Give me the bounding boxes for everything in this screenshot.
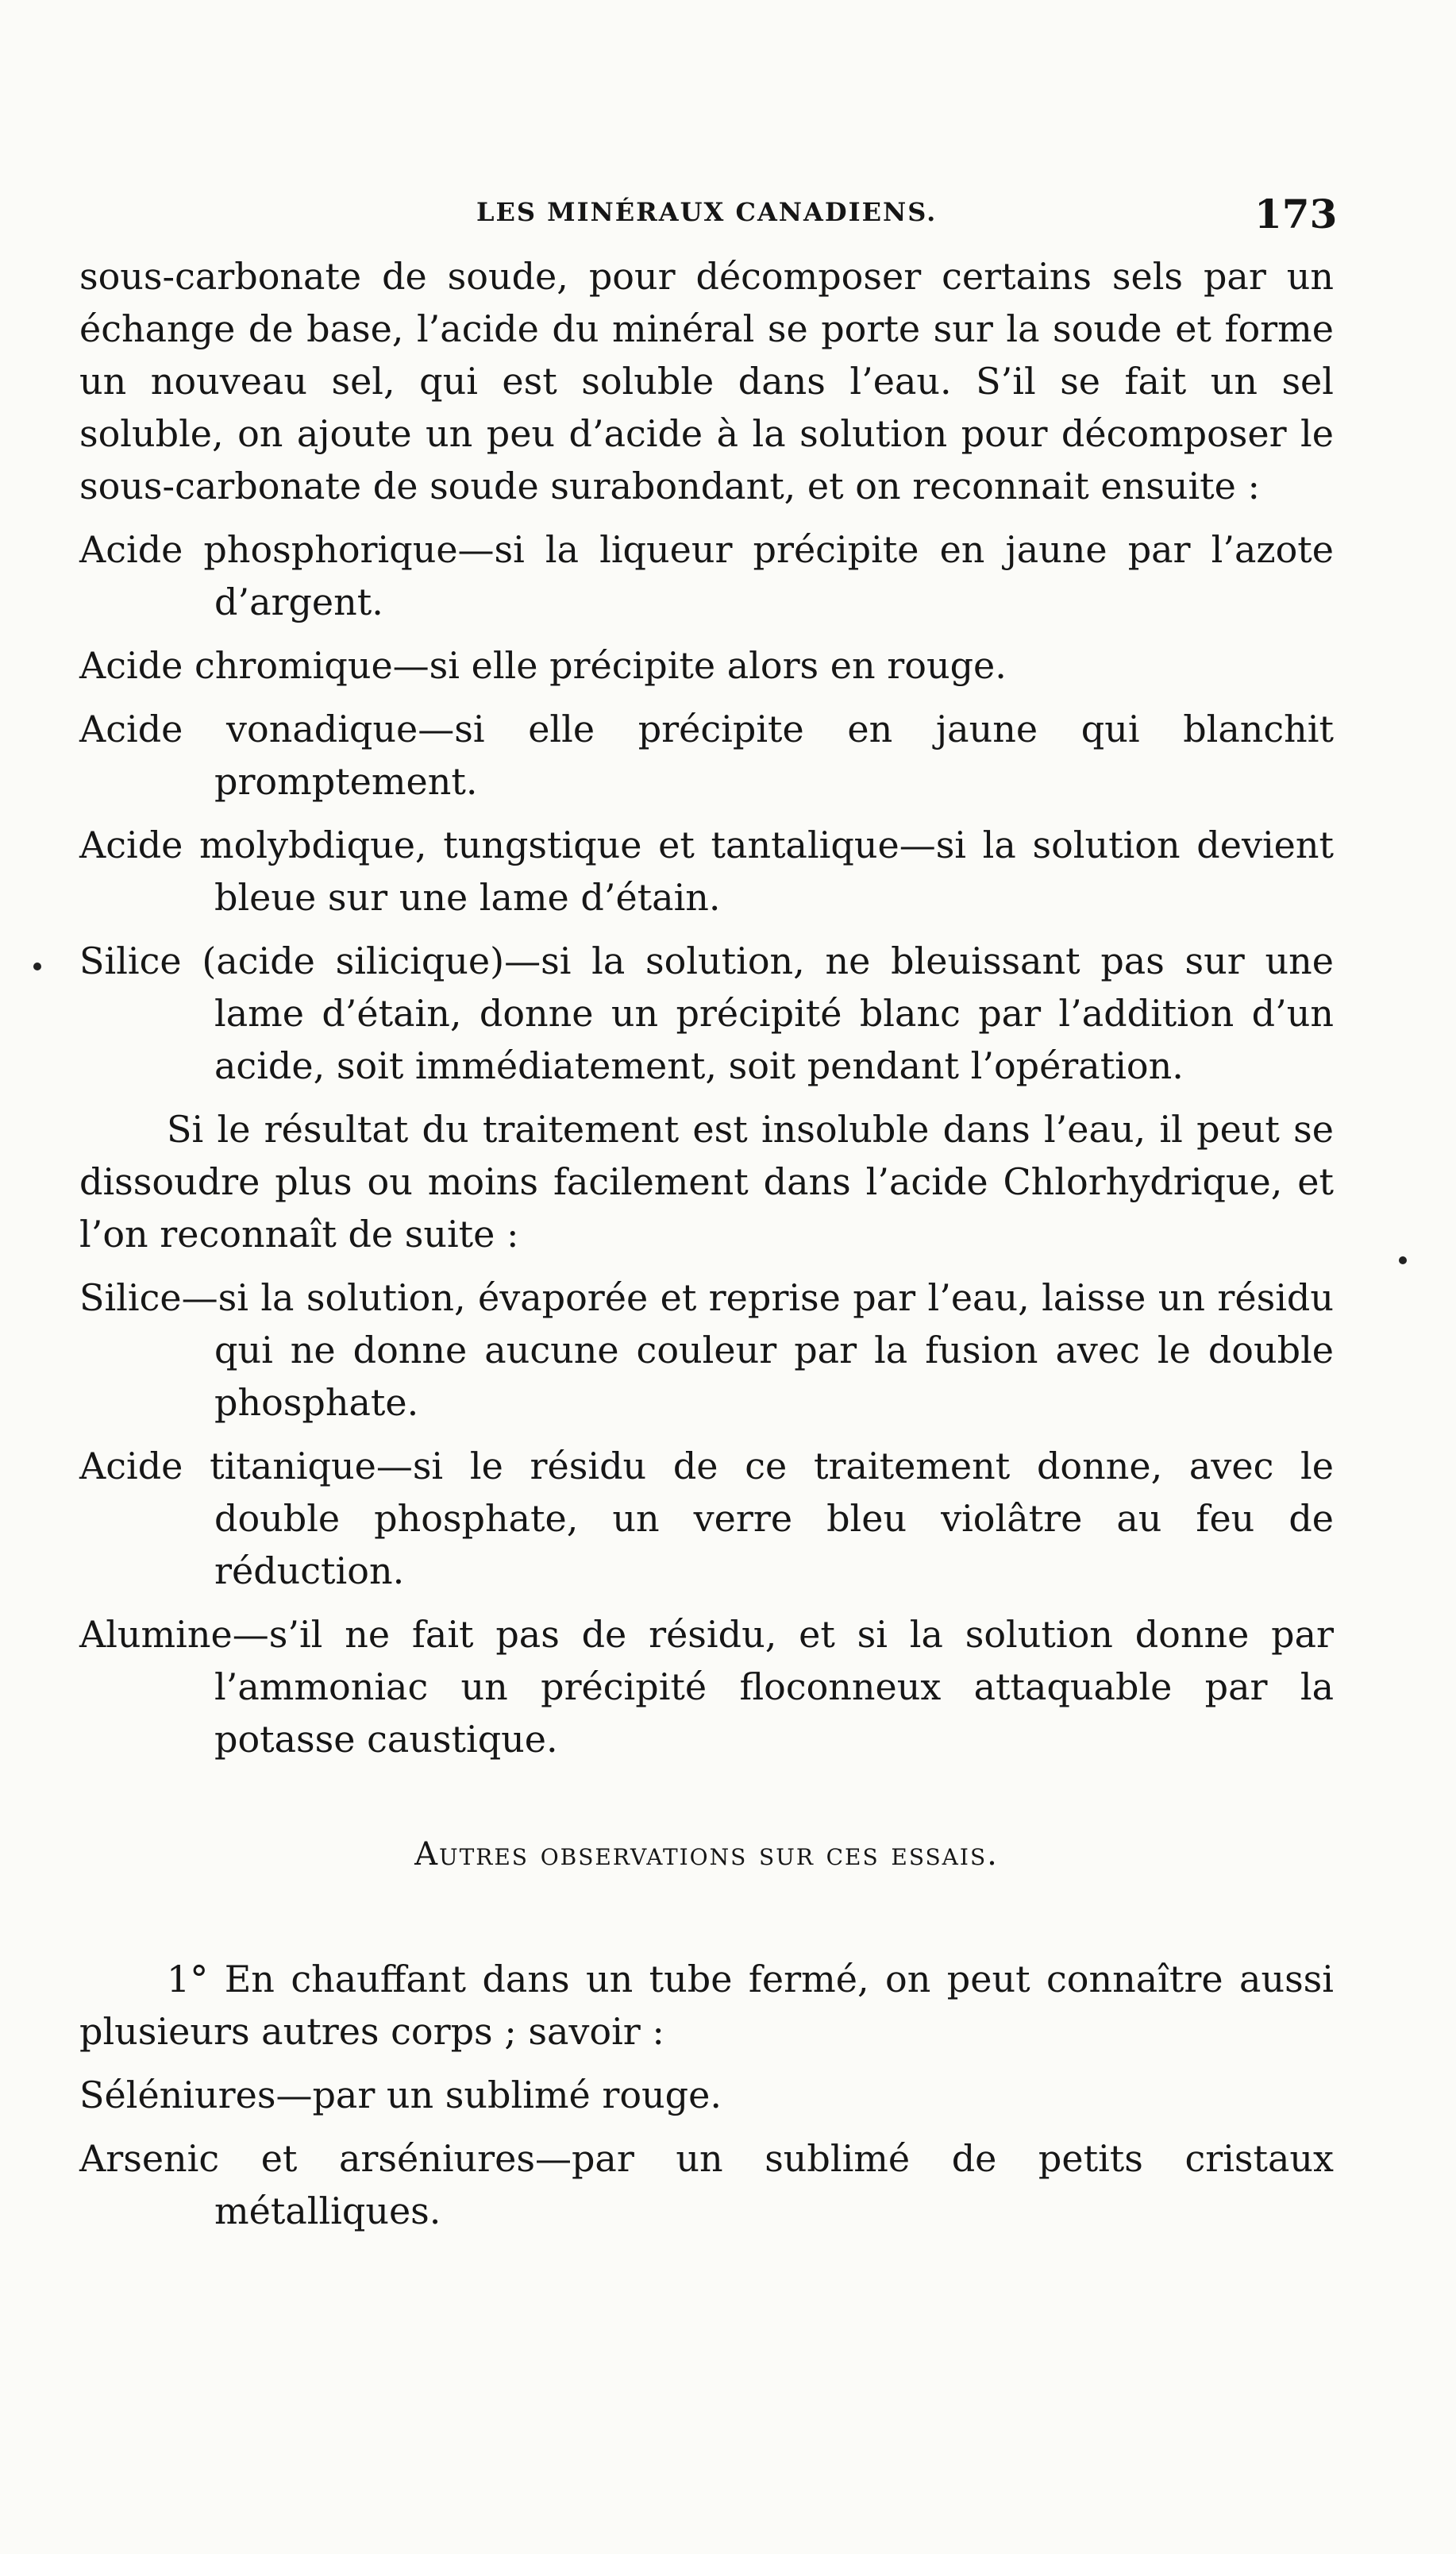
paragraph-tube-ferme: 1° En chauffant dans un tube fermé, on peut connaître aussi plusieurs autres corps ; savoir : (79, 1958, 1334, 2053)
item-arsenic: Arsenic et arséniures—par un sublimé de petits cristaux métalliques. (79, 2137, 1334, 2232)
item-alumine: Alumine—s’il ne fait pas de résidu, et si la solution donne par l’ammoniac un précipité floconneux attaquable par la potasse caustique. (79, 1613, 1334, 1761)
item-silice: Silice—si la solution, évaporée et reprise par l’eau, laisse un résidu qui ne donne aucune couleur par la fusion avec le double phosphate. (79, 1276, 1334, 1424)
item-seleniures: Séléniures—par un sublimé rouge. (79, 2074, 722, 2116)
running-header (0, 191, 1456, 246)
item-acide-molybdique: Acide molybdique, tungstique et tantalique—si la solution devient bleue sur une lame d’étain. (79, 824, 1334, 919)
item-acide-vonadique: Acide vonadique—si elle précipite en jaune qui blanchit promptement. (79, 708, 1334, 803)
page-text (79, 250, 1334, 2248)
paragraph-intro: sous-carbonate de soude, pour décomposer certains sels par un échange de base, l’acide du minéral se porte sur la soude et forme un nouveau sel, qui est soluble dans l’eau. S’il se fait un sel soluble, on ajoute un peu d’acide à la solution pour décomposer le sous-carbonate de soude surabondant, et on reconnait ensuite : (79, 255, 1334, 507)
item-acide-titanique: Acide titanique—si le résidu de ce traitement donne, avec le double phosphate, un verre bleu violâtre au feu de réduction. (79, 1445, 1334, 1592)
running-title: LES MINÉRAUX CANADIENS. (476, 197, 938, 227)
ink-speck-right (1399, 1256, 1407, 1264)
page-number: 173 (1254, 191, 1338, 237)
item-acide-phosphorique: Acide phosphorique—si la liqueur précipite en jaune par l’azote d’argent. (79, 528, 1334, 623)
section-title: Autres observations sur ces essais. (414, 1836, 999, 1873)
ink-speck-left (33, 963, 41, 970)
item-acide-chromique: Acide chromique—si elle précipite alors en rouge. (79, 644, 1007, 687)
paragraph-insoluble: Si le résultat du traitement est insoluble dans l’eau, il peut se dissoudre plus ou moins facilement dans l’acide Chlorhydrique, et l’on reconnaît de suite : (79, 1108, 1334, 1256)
item-silice-acide-silicique: Silice (acide silicique)—si la solution, ne bleuissant pas sur une lame d’étain, donne un précipité blanc par l’addition d’un acide, soit immédiatement, soit pendant l’opération. (79, 939, 1334, 1087)
